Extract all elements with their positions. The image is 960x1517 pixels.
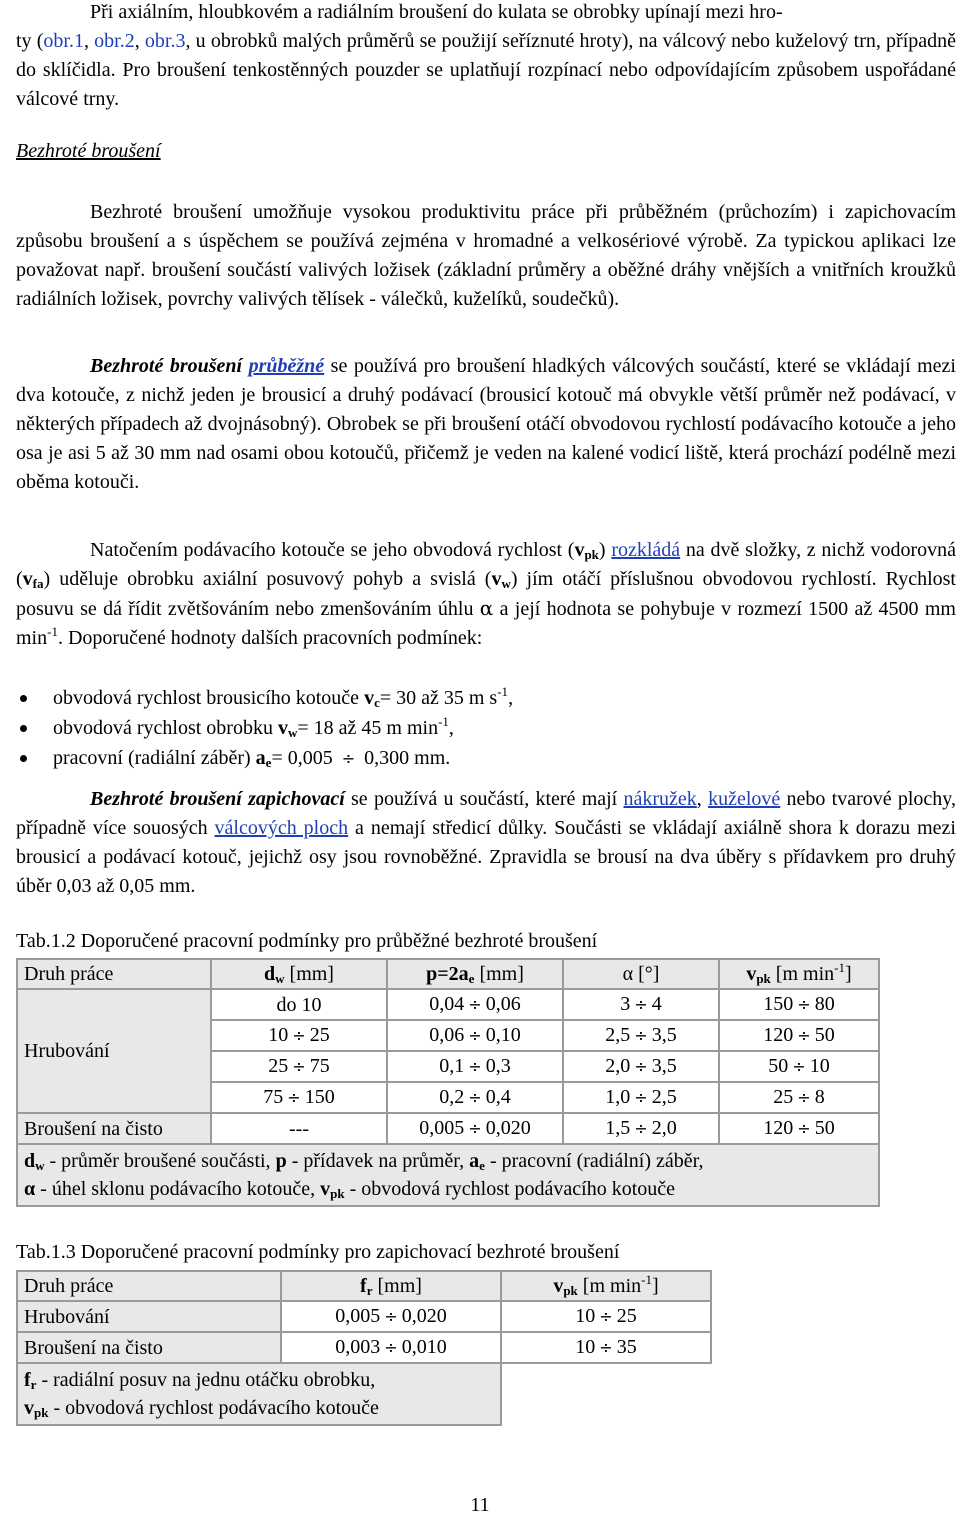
col-header-dw: $d_w$ [mm]	[211, 959, 387, 989]
table-note-row	[17, 1144, 879, 1206]
table-row: Broušení na čisto --- 0,005 ÷ 0,020 1,5 ÷ 2,0 120 ÷ 50	[17, 1113, 879, 1144]
paragraph-intro-centerless: Bezhroté broušení umožňuje vysokou produktivitu práce při průběžném (průchozím) i zapichovacím způsobu broušení a s úspěchem se používá zejména v hromadné a velkosériové výrobě. Za typickou aplikaci lze považovat např. broušení součástí valivých ložisek (základní průměry a oběžné dráhy vnějších a vnitřních kroužků radiálních ložisek, povrchy valivých tělísek - válečků, kuželíků, soudečků).	[16, 201, 956, 310]
page-number: 11	[470, 1494, 490, 1516]
bullet-icon	[20, 725, 27, 732]
table-note-row	[17, 1363, 711, 1425]
col-header-vpk: $v_{pk}$ [m $\min^{-1}$]	[501, 1271, 711, 1301]
link-obr-1[interactable]: obr.1	[43, 30, 84, 52]
table-row: Hrubování 0,005 ÷ 0,020 10 ÷ 25	[17, 1301, 711, 1332]
bullet-icon	[20, 755, 27, 762]
table-1-2-legend: $d_w$ - průměr broušené součásti, p - přídavek na průměr, $a_e$ - pracovní (radiální) záběr, α - úhel sklonu podávacího kotouče, $v_{pk}$ - obvodová rychlost podávacího kotouče	[17, 1144, 879, 1206]
row-group-hrubovani: Hrubování	[17, 989, 211, 1113]
col-header-fr: $f_r$ [mm]	[281, 1271, 501, 1301]
link-valcovych-ploch[interactable]: válcových ploch	[214, 817, 349, 839]
table-row: 25 ÷ 75 0,1 ÷ 0,3 2,0 ÷ 3,5 50 ÷ 10	[17, 1051, 879, 1082]
link-kuzelove[interactable]: kuželové	[708, 788, 781, 810]
bullet-icon	[20, 695, 27, 702]
table-row: Hrubování do 10 0,04 ÷ 0,06 3 ÷ 4 150 ÷ 80	[17, 989, 879, 1020]
section-heading: Bezhroté broušení	[16, 140, 161, 162]
link-obr-3[interactable]: obr.3	[144, 30, 186, 52]
table-1-2	[16, 958, 880, 1207]
table-1-3-caption: Tab.1.3 Doporučené pracovní podmínky pro zapichovací bezhroté broušení	[16, 1241, 620, 1263]
intro-paragraph: Při axiálním, hloubkovém a radiálním broušení do kulata se obrobky upínají mezi hro- ty (obr.1, obr.2, obr.3, u obrobků malých průměrů se použijí seříznuté hroty), na válcový nebo kuželový trn, případně do sklíčidla. Pro broušení tenkostěnných pouzder se uplatňují rozpínací nebo odpovídajícím způsobem uspořádané válcové trny.	[16, 1, 957, 110]
paragraph-plunge: Bezhroté broušení zapichovací se používá u součástí, které mají nákružek, kuželové nebo tvarové plochy, případně více souosých válcových ploch a nemají středicí důlky. Součásti se vkládají axiálně shora k dorazu mezi brousicí a podávací kotouč, jejichž osy jsou rovnoběžné. Zpravidla se brousí na dva úběry s přídavkem pro druhý úběr 0,03 až 0,05 mm.	[16, 788, 957, 897]
paragraph-feed-rotation: Natočením podávacího kotouče se jeho obvodová rychlost $(v_{pk})$ rozkládá na dvě složky, z nichž vodorovná $(v_{fa})$ uděluje obrobku axiální posuvový pohyb a svislá $(v_w)$ jím otáčí příslušnou obvodovou rychlostí. Rychlost posuvu se dá řídit zvětšováním nebo zmenšováním úhlu α a její hodnota se pohybuje v rozmezí 1500 až 4500 mm $\min^{-1}$. Doporučené hodnoty dalších pracovních podmínek:	[16, 539, 956, 649]
col-header-p: $p=2a_e$ [mm]	[387, 959, 563, 989]
table-row: 75 ÷ 150 0,2 ÷ 0,4 1,0 ÷ 2,5 25 ÷ 8	[17, 1082, 879, 1113]
col-header-druh: Druh práce	[17, 959, 211, 989]
col-header-alpha: α [°]	[563, 959, 719, 989]
col-header-druh: Druh práce	[17, 1271, 281, 1301]
link-rozklada[interactable]: rozkládá	[611, 539, 681, 561]
alpha-symbol: α	[479, 596, 494, 620]
table-row: Broušení na čisto 0,003 ÷ 0,010 10 ÷ 35	[17, 1332, 711, 1363]
table-1-3-legend: $f_r$ - radiální posuv na jednu otáčku obrobku, $v_{pk}$ - obvodová rychlost podávacího kotouče	[17, 1363, 501, 1425]
table-1-2-caption: Tab.1.2 Doporučené pracovní podmínky pro průběžné bezhroté broušení	[16, 930, 598, 952]
list-item: obvodová rychlost brousicího kotouče $v_c= 30$ až 35 m $s^{-1}$,	[16, 683, 956, 713]
list-item: pracovní (radiální záběr) $a_e= 0,005 \div 0,300$ mm.	[16, 743, 956, 774]
link-nakruzek[interactable]: nákružek	[623, 788, 697, 810]
paragraph-throughfeed: Bezhroté broušení průběžné se používá pro broušení hladkých válcových součástí, které se vkládají mezi dva kotouče, z nichž jeden je brousicí a druhý podávací (brousicí kotouč má obvykle větší průměr než podávací, v některých případech až dvojnásobný). Obrobek se při broušení otáčí obvodovou rychlostí podávacího kotouče a jeho osa je asi 5 až 30 mm nad osami obou kotoučů, přičemž je veden na kalené vodicí liště, která prochází podélně mezi oběma kotouči.	[16, 355, 956, 493]
table-header-row	[17, 1271, 711, 1301]
divide-icon: ÷	[341, 749, 356, 768]
list-item: obvodová rychlost obrobku $v_w= 18$ až 45 m $\min^{-1}$,	[16, 713, 956, 743]
table-1-3	[16, 1270, 712, 1426]
row-label-cisto: Broušení na čisto	[17, 1113, 211, 1144]
col-header-vpk: $v_{pk}$ [m $\min^{-1}$]	[719, 959, 879, 989]
link-prubezne[interactable]: průběžné	[248, 355, 325, 377]
link-obr-2[interactable]: obr.2	[94, 30, 135, 52]
conditions-list	[16, 683, 956, 774]
table-header-row	[17, 959, 879, 989]
table-row: 10 ÷ 25 0,06 ÷ 0,10 2,5 ÷ 3,5 120 ÷ 50	[17, 1020, 879, 1051]
